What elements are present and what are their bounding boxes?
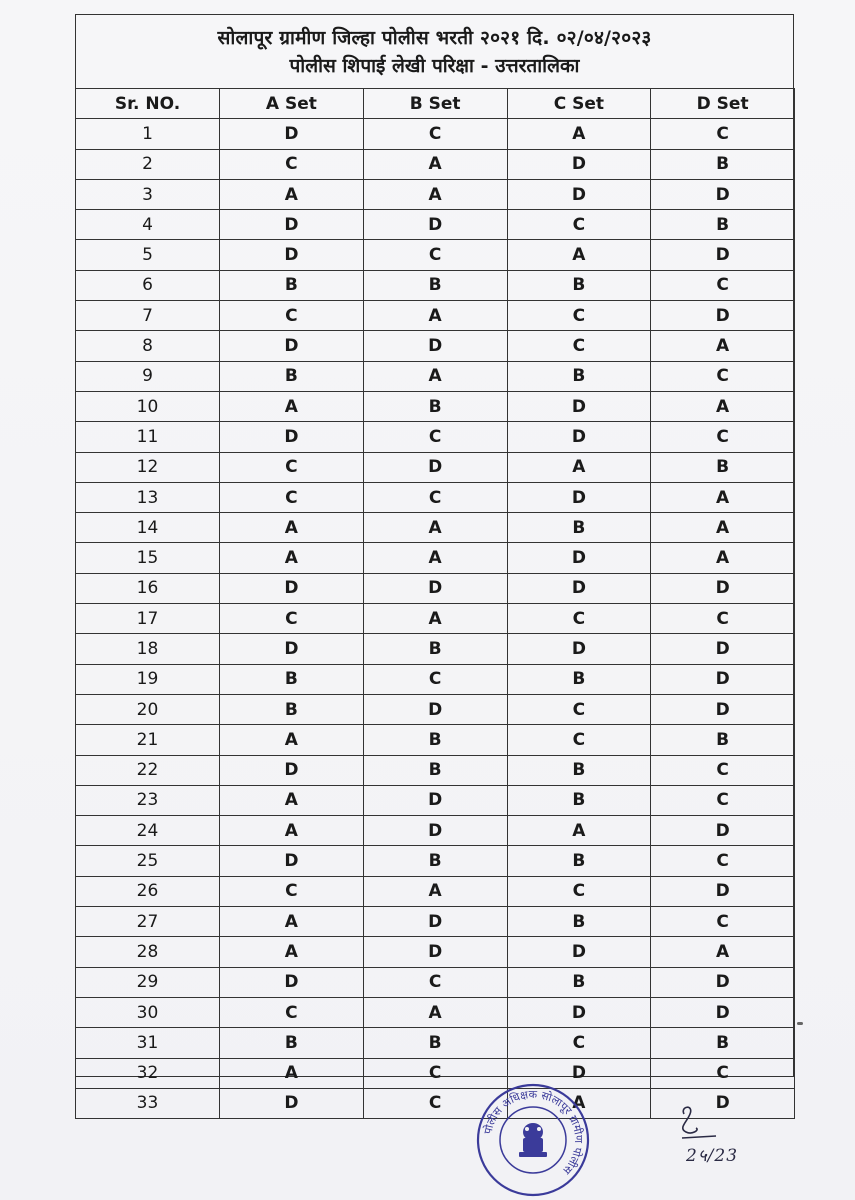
cell-a-set: D: [220, 967, 364, 997]
cell-d-set: D: [651, 816, 795, 846]
answer-key-table: [75, 88, 795, 1119]
column-header-b-set: B Set: [363, 89, 507, 119]
cell-a-set: D: [220, 634, 364, 664]
cell-sr-no: 32: [76, 1058, 220, 1088]
cell-c-set: C: [507, 694, 651, 724]
table-row: [76, 846, 795, 876]
cell-b-set: D: [363, 816, 507, 846]
cell-d-set: D: [651, 664, 795, 694]
cell-c-set: B: [507, 907, 651, 937]
cell-a-set: C: [220, 452, 364, 482]
cell-d-set: D: [651, 634, 795, 664]
cell-d-set: A: [651, 937, 795, 967]
cell-sr-no: 11: [76, 422, 220, 452]
table-row: [76, 573, 795, 603]
cell-sr-no: 31: [76, 1028, 220, 1058]
cell-d-set: D: [651, 301, 795, 331]
cell-sr-no: 10: [76, 391, 220, 421]
table-row: [76, 301, 795, 331]
table-row: [76, 967, 795, 997]
cell-a-set: A: [220, 513, 364, 543]
cell-sr-no: 21: [76, 725, 220, 755]
cell-sr-no: 25: [76, 846, 220, 876]
cell-a-set: A: [220, 937, 364, 967]
cell-sr-no: 24: [76, 816, 220, 846]
cell-d-set: A: [651, 482, 795, 512]
cell-a-set: C: [220, 997, 364, 1027]
cell-a-set: A: [220, 1058, 364, 1088]
cell-sr-no: 22: [76, 755, 220, 785]
cell-c-set: D: [507, 634, 651, 664]
cell-b-set: A: [363, 513, 507, 543]
cell-a-set: A: [220, 785, 364, 815]
cell-b-set: C: [363, 482, 507, 512]
table-row: [76, 937, 795, 967]
seal-text: पोलीस अधिक्षक सोलापूर ग्रामीण पोलीस: [481, 1087, 586, 1177]
cell-d-set: D: [651, 997, 795, 1027]
cell-a-set: D: [220, 422, 364, 452]
cell-c-set: D: [507, 1058, 651, 1088]
cell-a-set: C: [220, 149, 364, 179]
cell-a-set: D: [220, 573, 364, 603]
cell-a-set: C: [220, 482, 364, 512]
cell-d-set: B: [651, 452, 795, 482]
cell-c-set: A: [507, 240, 651, 270]
cell-b-set: D: [363, 210, 507, 240]
cell-a-set: D: [220, 210, 364, 240]
cell-b-set: A: [363, 876, 507, 906]
cell-sr-no: 3: [76, 179, 220, 209]
cell-a-set: D: [220, 331, 364, 361]
cell-b-set: C: [363, 1088, 507, 1118]
cell-c-set: A: [507, 816, 651, 846]
cell-b-set: C: [363, 119, 507, 149]
cell-c-set: B: [507, 361, 651, 391]
cell-c-set: B: [507, 755, 651, 785]
cell-a-set: A: [220, 179, 364, 209]
ink-mark: [797, 1022, 803, 1025]
table-row: [76, 270, 795, 300]
cell-sr-no: 20: [76, 694, 220, 724]
cell-b-set: B: [363, 755, 507, 785]
column-header-c-set: C Set: [507, 89, 651, 119]
table-row: [76, 1028, 795, 1058]
table-header-row: [76, 89, 795, 119]
cell-b-set: D: [363, 907, 507, 937]
cell-b-set: A: [363, 179, 507, 209]
cell-sr-no: 14: [76, 513, 220, 543]
cell-c-set: A: [507, 1088, 651, 1118]
cell-d-set: A: [651, 391, 795, 421]
table-row: [76, 755, 795, 785]
cell-a-set: A: [220, 816, 364, 846]
cell-sr-no: 29: [76, 967, 220, 997]
cell-d-set: C: [651, 846, 795, 876]
cell-b-set: C: [363, 967, 507, 997]
cell-d-set: B: [651, 210, 795, 240]
cell-d-set: D: [651, 1088, 795, 1118]
cell-a-set: B: [220, 270, 364, 300]
cell-a-set: A: [220, 391, 364, 421]
cell-a-set: D: [220, 1088, 364, 1118]
table-row: [76, 149, 795, 179]
cell-c-set: C: [507, 604, 651, 634]
cell-b-set: B: [363, 725, 507, 755]
cell-c-set: D: [507, 573, 651, 603]
cell-sr-no: 26: [76, 876, 220, 906]
table-row: [76, 604, 795, 634]
cell-b-set: A: [363, 301, 507, 331]
cell-b-set: A: [363, 543, 507, 573]
cell-d-set: C: [651, 755, 795, 785]
cell-d-set: B: [651, 149, 795, 179]
cell-c-set: B: [507, 664, 651, 694]
table-row: [76, 634, 795, 664]
table-row: [76, 452, 795, 482]
cell-c-set: D: [507, 937, 651, 967]
cell-c-set: B: [507, 846, 651, 876]
cell-c-set: D: [507, 482, 651, 512]
cell-d-set: A: [651, 513, 795, 543]
cell-a-set: C: [220, 301, 364, 331]
cell-a-set: A: [220, 725, 364, 755]
cell-sr-no: 19: [76, 664, 220, 694]
cell-sr-no: 1: [76, 119, 220, 149]
table-row: [76, 664, 795, 694]
cell-a-set: D: [220, 755, 364, 785]
column-header-a-set: A Set: [220, 89, 364, 119]
cell-b-set: D: [363, 452, 507, 482]
table-row: [76, 1058, 795, 1088]
cell-c-set: C: [507, 725, 651, 755]
cell-c-set: A: [507, 452, 651, 482]
cell-b-set: A: [363, 149, 507, 179]
cell-d-set: C: [651, 119, 795, 149]
cell-d-set: C: [651, 270, 795, 300]
cell-c-set: A: [507, 119, 651, 149]
cell-a-set: B: [220, 361, 364, 391]
cell-b-set: D: [363, 331, 507, 361]
cell-b-set: C: [363, 422, 507, 452]
table-row: [76, 907, 795, 937]
cell-d-set: C: [651, 907, 795, 937]
cell-c-set: C: [507, 331, 651, 361]
cell-a-set: D: [220, 846, 364, 876]
cell-a-set: B: [220, 1028, 364, 1058]
cell-sr-no: 23: [76, 785, 220, 815]
table-row: [76, 179, 795, 209]
cell-b-set: B: [363, 270, 507, 300]
cell-b-set: D: [363, 937, 507, 967]
cell-d-set: C: [651, 604, 795, 634]
cell-sr-no: 15: [76, 543, 220, 573]
table-row: [76, 210, 795, 240]
table-row: [76, 513, 795, 543]
column-header-d-set: D Set: [651, 89, 795, 119]
cell-b-set: D: [363, 694, 507, 724]
cell-b-set: C: [363, 1058, 507, 1088]
table-row: [76, 119, 795, 149]
cell-a-set: A: [220, 907, 364, 937]
cell-a-set: B: [220, 664, 364, 694]
cell-b-set: D: [363, 785, 507, 815]
cell-c-set: C: [507, 1028, 651, 1058]
cell-d-set: A: [651, 543, 795, 573]
cell-c-set: B: [507, 785, 651, 815]
official-seal: [475, 1082, 591, 1198]
cell-a-set: D: [220, 119, 364, 149]
cell-d-set: D: [651, 240, 795, 270]
cell-c-set: C: [507, 876, 651, 906]
cell-c-set: D: [507, 179, 651, 209]
cell-d-set: B: [651, 1028, 795, 1058]
column-header-sr-no: Sr. NO.: [76, 89, 220, 119]
cell-b-set: A: [363, 997, 507, 1027]
table-row: [76, 240, 795, 270]
cell-sr-no: 17: [76, 604, 220, 634]
signature-date: 2५/23: [686, 1146, 739, 1166]
cell-d-set: D: [651, 573, 795, 603]
table-row: [76, 997, 795, 1027]
cell-c-set: D: [507, 543, 651, 573]
table-row: [76, 482, 795, 512]
table-row: [76, 391, 795, 421]
cell-sr-no: 27: [76, 907, 220, 937]
document-title: सोलापूर ग्रामीण जिल्हा पोलीस भरती २०२१ दि. ०२/०४/२०२३: [217, 27, 652, 49]
cell-c-set: B: [507, 270, 651, 300]
table-row: [76, 785, 795, 815]
cell-b-set: B: [363, 1028, 507, 1058]
cell-b-set: A: [363, 361, 507, 391]
cell-c-set: D: [507, 422, 651, 452]
cell-b-set: C: [363, 664, 507, 694]
cell-d-set: D: [651, 876, 795, 906]
table-row: [76, 725, 795, 755]
cell-c-set: B: [507, 967, 651, 997]
cell-a-set: C: [220, 604, 364, 634]
cell-sr-no: 8: [76, 331, 220, 361]
cell-sr-no: 33: [76, 1088, 220, 1118]
cell-sr-no: 9: [76, 361, 220, 391]
cell-b-set: A: [363, 604, 507, 634]
table-row: [76, 543, 795, 573]
cell-sr-no: 4: [76, 210, 220, 240]
cell-a-set: C: [220, 876, 364, 906]
cell-a-set: B: [220, 694, 364, 724]
cell-d-set: A: [651, 331, 795, 361]
cell-sr-no: 12: [76, 452, 220, 482]
table-row: [76, 876, 795, 906]
cell-sr-no: 13: [76, 482, 220, 512]
cell-sr-no: 2: [76, 149, 220, 179]
cell-d-set: C: [651, 1058, 795, 1088]
cell-b-set: B: [363, 634, 507, 664]
document-subtitle: पोलीस शिपाई लेखी परिक्षा - उत्तरतालिका: [289, 55, 580, 77]
table-row: [76, 694, 795, 724]
table-row: [76, 361, 795, 391]
cell-d-set: C: [651, 785, 795, 815]
cell-d-set: D: [651, 694, 795, 724]
cell-sr-no: 7: [76, 301, 220, 331]
cell-sr-no: 30: [76, 997, 220, 1027]
table-row: [76, 816, 795, 846]
cell-sr-no: 16: [76, 573, 220, 603]
cell-sr-no: 18: [76, 634, 220, 664]
cell-b-set: B: [363, 846, 507, 876]
cell-sr-no: 6: [76, 270, 220, 300]
cell-c-set: D: [507, 997, 651, 1027]
table-row: [76, 331, 795, 361]
cell-b-set: D: [363, 573, 507, 603]
cell-b-set: B: [363, 391, 507, 421]
cell-a-set: A: [220, 543, 364, 573]
cell-d-set: B: [651, 725, 795, 755]
cell-c-set: D: [507, 391, 651, 421]
emblem-icon: [519, 1123, 547, 1157]
document-header: [75, 18, 794, 86]
cell-d-set: C: [651, 361, 795, 391]
cell-a-set: D: [220, 240, 364, 270]
table-row: [76, 422, 795, 452]
cell-c-set: C: [507, 210, 651, 240]
cell-sr-no: 28: [76, 937, 220, 967]
cell-c-set: B: [507, 513, 651, 543]
cell-d-set: C: [651, 422, 795, 452]
cell-d-set: D: [651, 967, 795, 997]
cell-d-set: D: [651, 179, 795, 209]
cell-c-set: D: [507, 149, 651, 179]
cell-b-set: C: [363, 240, 507, 270]
cell-c-set: C: [507, 301, 651, 331]
cell-sr-no: 5: [76, 240, 220, 270]
